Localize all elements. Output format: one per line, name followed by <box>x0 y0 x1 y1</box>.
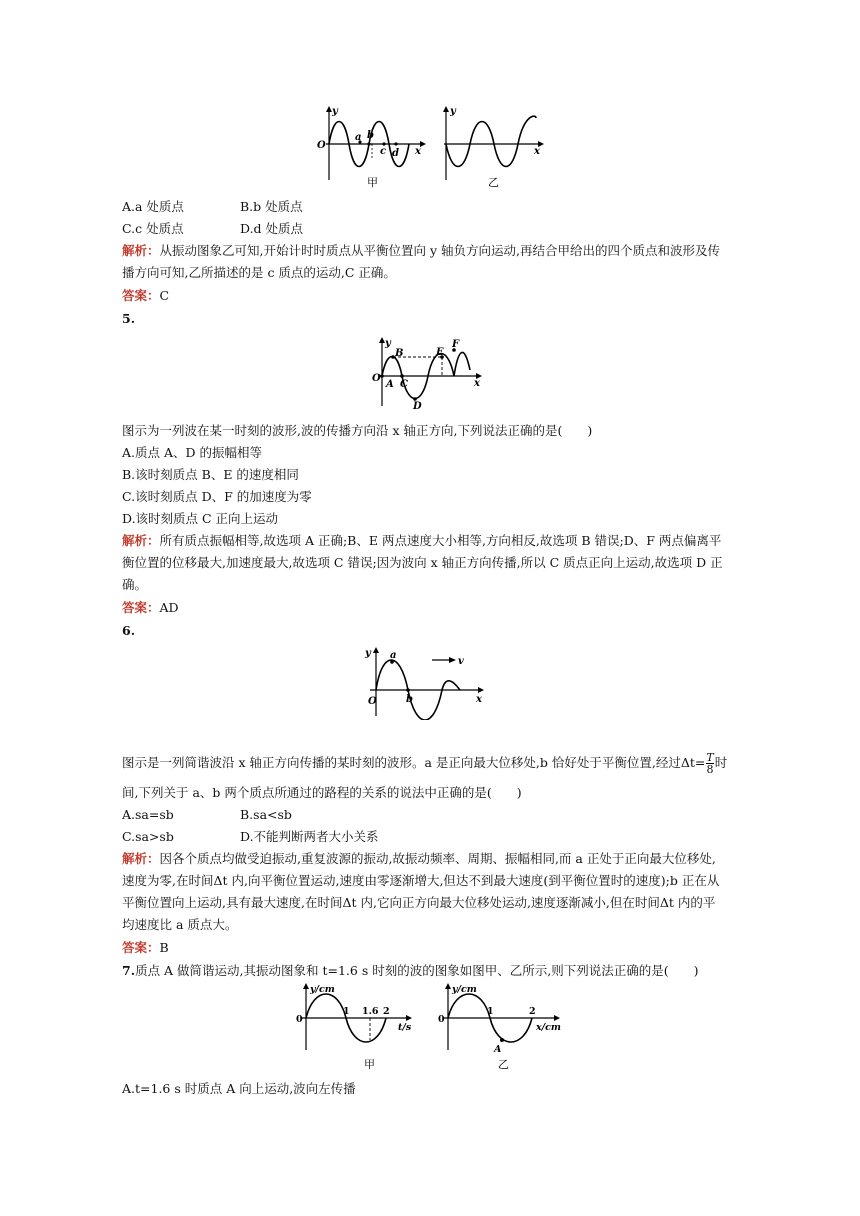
q6-analysis-line-2: 速度为零,在时间Δt 内,向平衡位置运动,速度由零逐渐增大,但达不到最大速度(到平衡位置时的速度);b 正在从 <box>122 873 720 888</box>
q4-wave-yi <box>446 116 536 166</box>
q5-analysis-line-1 <box>122 532 721 550</box>
q4-answer: C <box>159 288 170 303</box>
q5-label-d: D <box>413 401 422 412</box>
q4-answer-label: 答案： <box>122 288 160 303</box>
q4-label-c: c <box>380 146 387 157</box>
q6-stem-line-1 <box>122 752 727 775</box>
q5-option-a: A.质点 A、D 的振幅相等 <box>122 445 262 460</box>
q7-jia-xlabel: t/s <box>398 1022 412 1033</box>
q7-yi-ylabel: y/cm <box>452 984 477 995</box>
q6-origin: O <box>368 696 377 707</box>
q4-option-b: B.b 处质点 <box>240 199 303 214</box>
q4-yi-xlabel: x <box>534 146 540 157</box>
q6-answer-line <box>122 939 169 957</box>
q5-ylabel: y <box>385 338 391 349</box>
q5-answer-line <box>122 599 179 617</box>
q6-stem-1: 图示是一列简谐波沿 x 轴正方向传播的某时刻的波形。a 是正向最大位移处,b 恰好处于平衡位置,经过Δt= <box>122 755 706 770</box>
q7-jia-tick-2: 2 <box>383 1006 390 1017</box>
q5-xlabel: x <box>474 378 480 389</box>
q7-figure-yi <box>436 982 570 1074</box>
q4-label-d: d <box>392 148 399 159</box>
q7-yi-tick-2: 2 <box>529 1006 536 1017</box>
q5-analysis-line-3: 确。 <box>122 577 148 592</box>
q4-label-a: a <box>355 132 362 143</box>
q7-jia-ylabel: y/cm <box>310 984 335 995</box>
q4-xlabel: x <box>415 146 421 157</box>
q7-option-a: A.t=1.6 s 时质点 A 向上运动,波向左传播 <box>122 1081 356 1096</box>
q4-analysis-label: 解析： <box>122 243 160 258</box>
q7-jia-origin: 0 <box>296 1014 303 1025</box>
q6-label-v: v <box>458 656 464 667</box>
q6-answer-label: 答案： <box>122 940 160 955</box>
q5-label-a: A <box>386 379 394 390</box>
q7-stem-line <box>122 962 698 980</box>
q4-figure-jia <box>312 104 432 188</box>
q6-option-b: B.sa<sb <box>240 807 292 822</box>
q4-label-b: b <box>367 130 374 141</box>
q5-option-b: B.该时刻质点 B、E 的速度相同 <box>122 467 299 482</box>
q6-ylabel: y <box>365 648 371 659</box>
q4-option-a: A.a 处质点 <box>122 199 184 214</box>
q6-analysis-line-3: 平衡位置向上运动,具有最大速度,在时间Δt 内,它向正方向最大位移处运动,速度逐渐减小,但在时间Δt 内的平 <box>122 895 716 910</box>
q7-caption-yi: 乙 <box>498 1058 509 1071</box>
q5-answer: AD <box>159 600 179 615</box>
q6-frac-den: 8 <box>706 763 714 776</box>
q5-answer-label: 答案： <box>122 600 160 615</box>
q6-option-c: C.sa>sb <box>122 829 174 844</box>
q6-answer: B <box>159 940 169 955</box>
q6-analysis-line-1 <box>122 850 716 868</box>
q6-frac-num: T <box>706 751 714 764</box>
q7-figure-jia <box>292 982 422 1074</box>
q6-label-a: a <box>390 650 397 661</box>
q5-number: 5. <box>122 311 136 326</box>
q4-yi-ylabel: y <box>450 106 456 117</box>
q6-analysis-text-1: 因各个质点均做受迫振动,重复波源的振动,故振动频率、周期、振幅相同,而 a 正处于正向最大位移处, <box>159 851 716 866</box>
q4-caption-yi: 乙 <box>488 176 499 188</box>
q7-yi-xlabel: x/cm <box>536 1022 561 1033</box>
q5-analysis-line-2: 衡位置的位移最大,加速度最大,故选项 C 错误;因为波向 x 轴正方向传播,所以 C 质点正向上运动,故选项 D 正 <box>122 555 723 570</box>
q5-label-c: C <box>400 379 408 390</box>
q4-figure-yi <box>436 104 552 188</box>
q5-label-e: E <box>436 347 444 358</box>
q7-caption-jia: 甲 <box>364 1058 375 1071</box>
q5-label-b: B <box>395 348 404 359</box>
q5-option-c: C.该时刻质点 D、F 的加速度为零 <box>122 489 312 504</box>
q7-yi-tick-1: 1 <box>487 1006 494 1017</box>
q5-analysis-label: 解析： <box>122 533 160 548</box>
q4-analysis-line-1 <box>122 242 720 260</box>
q6-stem-2: 间,下列关于 a、b 两个质点所通过的路程的关系的说法中正确的是( ) <box>122 785 522 800</box>
q5-figure <box>370 336 488 412</box>
q5-option-d: D.该时刻质点 C 正向上运动 <box>122 511 279 526</box>
q6-stem-1-end: 时 <box>714 755 728 770</box>
q4-ylabel: y <box>332 106 338 117</box>
q5-analysis-text-1: 所有质点振幅相等,故选项 A 正确;B、E 两点速度大小相等,方向相反,故选项 B 错误;D、F 两点偏离平 <box>159 533 722 548</box>
q4-answer-line <box>122 287 169 305</box>
q6-analysis-line-4: 均速度比 a 质点大。 <box>122 917 238 932</box>
q4-option-d: D.d 处质点 <box>240 221 304 236</box>
q7-stem: 质点 A 做简谐运动,其振动图象和 t=1.6 s 时刻的波的图象如图甲、乙所示,则下列说法正确的是( ) <box>135 963 699 978</box>
q4-origin: O <box>317 140 326 151</box>
q6-label-b: b <box>406 694 413 705</box>
q4-analysis-text-1: 从振动图象乙可知,开始计时时质点从平衡位置向 y 轴负方向运动,再结合甲给出的四个质点和波形及传 <box>159 243 720 258</box>
q4-caption-jia: 甲 <box>367 176 378 188</box>
q6-xlabel: x <box>476 694 482 705</box>
q6-option-a: A.sa=sb <box>122 807 174 822</box>
q4-option-c: C.c 处质点 <box>122 221 184 236</box>
q6-number: 6. <box>122 623 136 638</box>
q7-jia-tick-1: 1 <box>343 1006 350 1017</box>
q6-fraction <box>706 752 713 775</box>
q7-label-a: A <box>494 1044 502 1055</box>
q5-origin: O <box>372 373 381 384</box>
q6-figure <box>364 644 490 720</box>
q5-stem: 图示为一列波在某一时刻的波形,波的传播方向沿 x 轴正方向,下列说法正确的是( ) <box>122 423 593 438</box>
q4-analysis-line-2: 播方向可知,乙所描述的是 c 质点的运动,C 正确。 <box>122 265 396 280</box>
q7-yi-origin: 0 <box>438 1014 445 1025</box>
q7-jia-tick-1-6: 1.6 <box>362 1006 379 1017</box>
q7-number: 7. <box>122 963 136 978</box>
q6-option-d: D.不能判断两者大小关系 <box>240 829 379 844</box>
q6-analysis-label: 解析： <box>122 851 160 866</box>
q5-label-f: F <box>452 339 460 350</box>
